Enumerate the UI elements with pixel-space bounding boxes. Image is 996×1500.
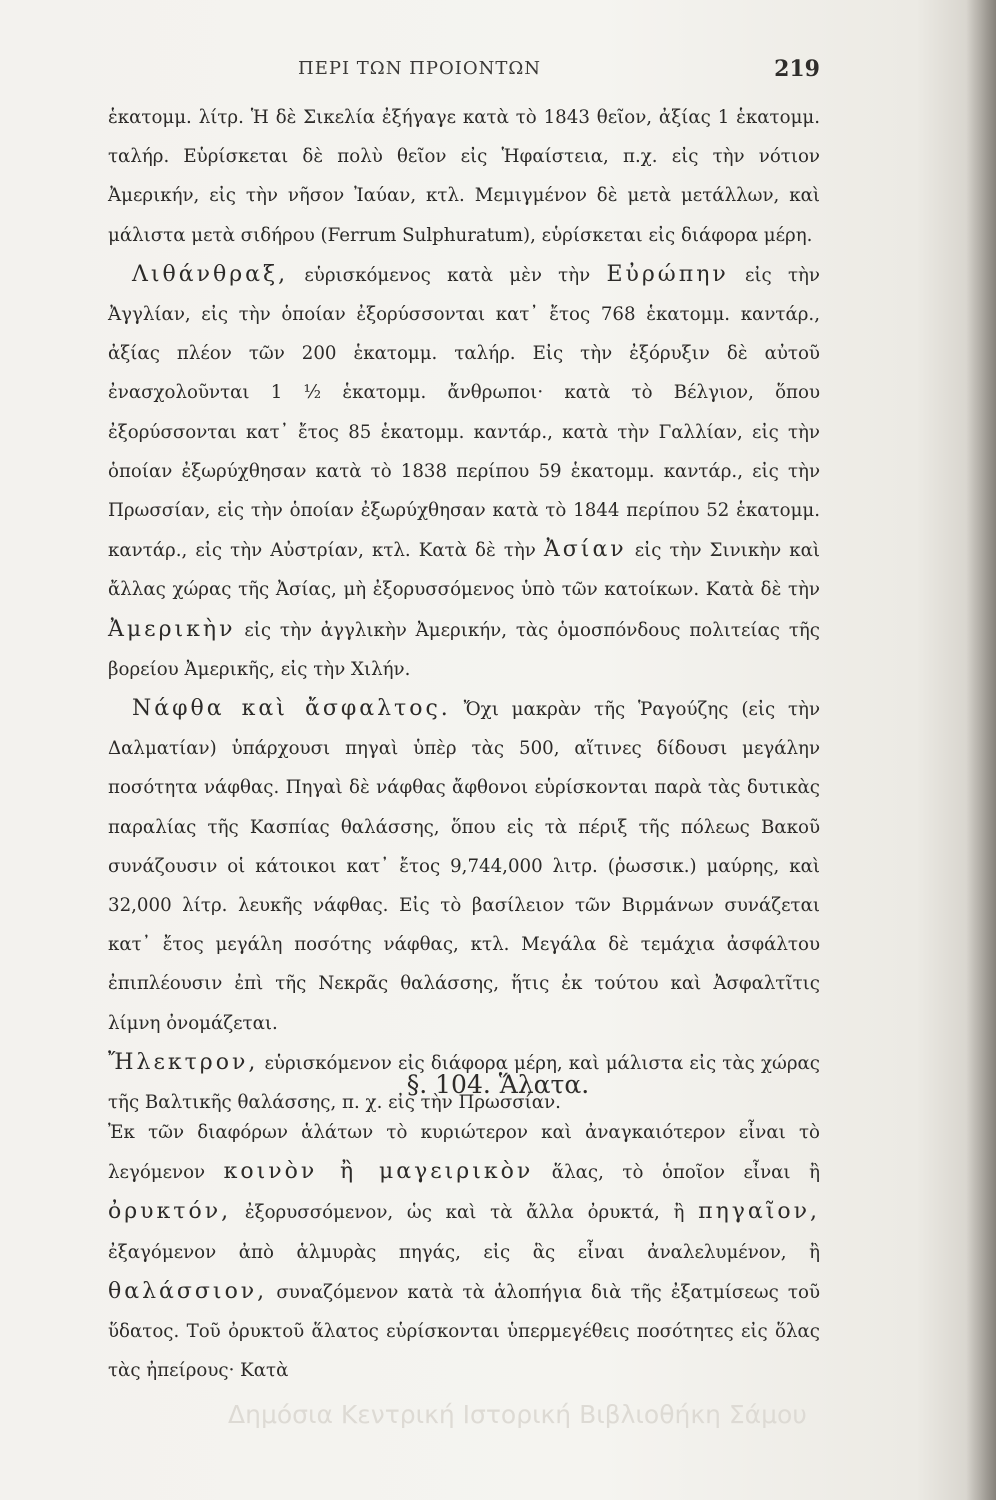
term-amber: Ἤλεκτρον, <box>108 1049 259 1075</box>
salts-text-c: ἐξορυσσόμενον, ὡς καὶ τὰ ἄλλα ὀρυκτά, ἢ <box>231 1202 699 1224</box>
paragraph-sulfur-text: ἑκατομμ. λίτρ. Ἡ δὲ Σικελία ἐξήγαγε κατὰ τὸ 1843 θεῖον, ἀξίας 1 ἑκατομμ. ταλήρ. Εὑρίσκεται δὲ πολὺ θεῖον εἰς Ἡφαίστεια, π.χ. εἰς τὴν νότιον Ἀμερικήν, εἰς τὴν νῆσον Ἰαύαν, κτλ. Μεμιγμένον δὲ μετὰ μετάλλων, καὶ μάλιστα μετὰ σιδήρου (Ferrum Sulphuratum), εὑρίσκεται εἰς διάφορα μέρη. <box>108 107 820 246</box>
salts-text-a: Ἐκ τῶν διαφόρων ἁλάτων τὸ κυριώτερον καὶ ἀναγκαιότερον εἶναι τὸ λεγόμενον <box>108 1122 820 1184</box>
page-edge-shadow <box>966 0 996 1500</box>
salts-text-d: ἐξαγόμενον ἀπὸ ἁλμυρὰς πηγάς, εἰς ἃς εἶναι ἀναλελυμένον, ἢ <box>108 1241 820 1263</box>
page-header <box>100 56 820 90</box>
coal-text-d: εἰς τὴν ἀγγλικὴν Ἀμερικήν, τὰς ὁμοσπόνδους πολιτείας τῆς βορείου Ἀμερικῆς, εἰς τὴν Χιλήν. <box>108 619 820 680</box>
term-america: Ἀμερικὴν <box>108 616 236 642</box>
coal-text-b: εἰς τὴν Ἀγγλίαν, εἰς τὴν ὁποίαν ἐξορύσσονται κατ᾽ ἔτος 768 ἑκατομμ. καντάρ., ἀξίας πλέον τῶν 200 ἑκατομμ. ταλήρ. Εἰς τὴν ἐξόρυξιν δὲ αὐτοῦ ἐνασχολοῦνται 1 ½ ἑκατομμ. ἄνθρωποι· κατὰ τὸ Βέλγιον, ὅπου ἐξορύσσονται κατ᾽ ἔτος 85 ἑκατομμ. καντάρ., κατὰ τὴν Γαλλίαν, εἰς τὴν ὁποίαν ἐξωρύχθησαν κατὰ τὸ 1838 περίπου 59 ἑκατομμ. καντάρ., εἰς τὴν Πρωσσίαν, εἰς τὴν ὁποίαν ἐξωρύχθησαν κατὰ τὸ 1844 περίπου 52 ἑκατομμ. καντάρ., εἰς τὴν Αὐστρίαν, κτλ. Κατὰ δὲ τὴν <box>108 264 820 562</box>
running-head: ΠΕΡΙ ΤΩΝ ΠΡΟΙΟΝΤΩΝ <box>298 58 542 79</box>
term-coal: Λιθάνθραξ, <box>132 261 289 287</box>
section-paragraph <box>108 1113 820 1390</box>
library-watermark: Δημόσια Κεντρική Ιστορική Βιβλιοθήκη Σάμου <box>228 1400 807 1429</box>
salts-text-e: συναζόμενον κατὰ τὰ ἁλοπήγια διὰ τῆς ἐξατμίσεως τοῦ ὕδατος. Τοῦ ὀρυκτοῦ ἅλατος εὑρίσκονται ὑπερμεγέθεις ποσότητες εἰς ὅλας τὰς ἠπείρους· Κατὰ <box>108 1281 820 1382</box>
section-heading: §. 104. Ἅλατα. <box>406 1070 590 1099</box>
term-naphtha: Νάφθα καὶ ἄσφαλτος. <box>132 696 451 722</box>
coal-text-a: εὑρισκόμενος κατὰ μὲν τὴν <box>288 264 607 286</box>
term-sea-salt: θαλάσσιον, <box>108 1278 268 1304</box>
salts-text-b: ἅλας, τὸ ὁποῖον εἶναι ἢ <box>533 1162 820 1184</box>
amber-text: εὑρισκόμενον εἰς διάφορα μέρη, καὶ μάλιστα εἰς τὰς χώρας τῆς Βαλτικῆς θαλάσσης, π. χ. εἰς τὴν Πρωσσίαν. <box>108 1052 820 1114</box>
term-common-salt: κοινὸν ἢ μαγειρικὸν <box>223 1159 534 1185</box>
paragraph-naphtha <box>108 689 820 1043</box>
coal-text-c: εἰς τὴν Σινικὴν καὶ ἄλλας χώρας τῆς Ἀσίας, μὴ ἐξορυσσόμενος ὑπὸ τῶν κατοίκων. Κατὰ δὲ τὴν <box>108 540 820 601</box>
term-europe: Εὐρώπην <box>606 261 729 287</box>
term-asia: Ἀσίαν <box>543 537 627 563</box>
page-number: 219 <box>774 56 820 82</box>
body-text <box>108 98 820 1122</box>
term-spring-salt: πηγαῖον, <box>698 1199 820 1225</box>
paragraph-sulfur <box>108 98 820 255</box>
paragraph-coal <box>108 255 820 689</box>
term-mineral-salt: ὀρυκτόν, <box>108 1199 232 1225</box>
naphtha-text: Ὄχι μακρὰν τῆς Ῥαγούζης (εἰς τὴν Δαλματίαν) ὑπάρχουσι πηγαὶ ὑπὲρ τὰς 500, αἵτινες δίδουσι μεγάλην ποσότητα νάφθας. Πηγαὶ δὲ νάφθας ἄφθονοι εὑρίσκονται παρὰ τὰς δυτικὰς παραλίας τῆς Κασπίας θαλάσσης, ὅπου εἰς τὰ πέριξ τῆς πόλεως Βακοῦ συνάζουσιν οἱ κάτοικοι κατ᾽ ἔτος 9,744,000 λιτρ. (ῥωσσικ.) μαύρης, καὶ 32,000 λίτρ. λευκῆς νάφθας. Εἰς τὸ βασίλειον τῶν Βιρμάνων συνάζεται κατ᾽ ἔτος μεγάλη ποσότης νάφθας, κτλ. Μεγάλα δὲ τεμάχια ἀσφάλτου ἐπιπλέουσιν ἐπὶ τῆς Νεκρᾶς θαλάσσης, ἥτις ἐκ τούτου καὶ Ἀσφαλτῖτις λίμνη ὀνομάζεται. <box>108 699 821 1034</box>
